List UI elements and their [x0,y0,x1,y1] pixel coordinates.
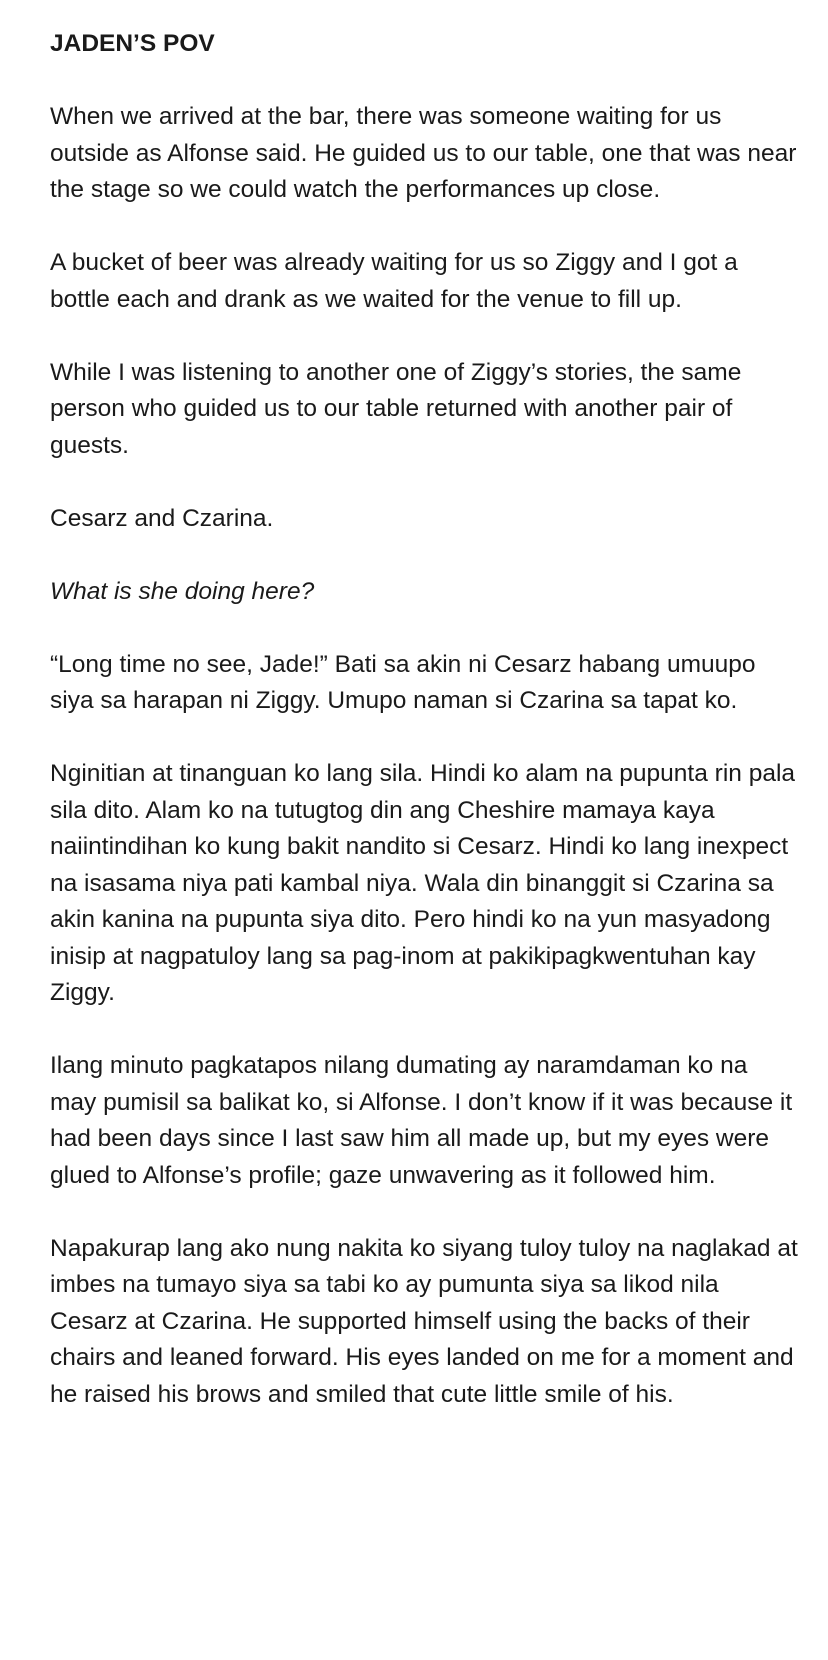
paragraph-7: Nginitian at tinanguan ko lang sila. Hindi ko alam na pupunta rin pala sila dito. Alam ko na tutugtog din ang Cheshire mamaya kaya naiintindihan ko kung bakit nandito si Cesarz. Hindi ko lang inexpect na isasama niya pati kambal niya. Wala din binanggit si Czarina sa akin kanina na pupunta siya dito. Pero hindi ko na yun masyadong inisip at nagpatuloy lang sa pag-inom at pakikipagkwentuhan kay Ziggy. [50,760,796,1006]
paragraph-1: When we arrived at the bar, there was someone waiting for us outside as Alfonse said. He guided us to our table, one that was near the stage so we could watch the performances up close. [50,103,797,203]
paragraph-9: Napakurap lang ako nung nakita ko siyang tuloy tuloy na naglakad at imbes na tumayo siya sa tabi ko ay pumunta siya sa likod nila Cesarz at Czarina. He supported himself using the backs of their chairs and leaned forward. His eyes landed on me for a moment and he raised his brows and smiled that cute little smile of his. [50,1234,798,1408]
document-page [50,26,800,1413]
paragraph-3: While I was listening to another one of Ziggy’s stories, the same person who guided us to our table returned with another pair of guests. [50,358,742,459]
paragraph-8: Ilang minuto pagkatapos nilang dumating ay naramdaman ko na may pumisil sa balikat ko, si Alfonse. I don’t know if it was because it had been days since I last saw him all made up, but my eyes were glued to Alfonse’s profile; gaze unwavering as it followed him. [50,1052,793,1189]
paragraph-6: “Long time no see, Jade!” Bati sa akin ni Cesarz habang umuupo siya sa harapan ni Ziggy. Umupo naman si Czarina sa tapat ko. [50,650,756,714]
pov-heading: JADEN’S POV [50,30,215,57]
paragraph-2: A bucket of beer was already waiting for us so Ziggy and I got a bottle each and drank as we waited for the venue to fill up. [50,249,738,313]
paragraph-5-italic-thought: What is she doing here? [50,577,315,605]
paragraph-4: Cesarz and Czarina. [50,504,274,532]
